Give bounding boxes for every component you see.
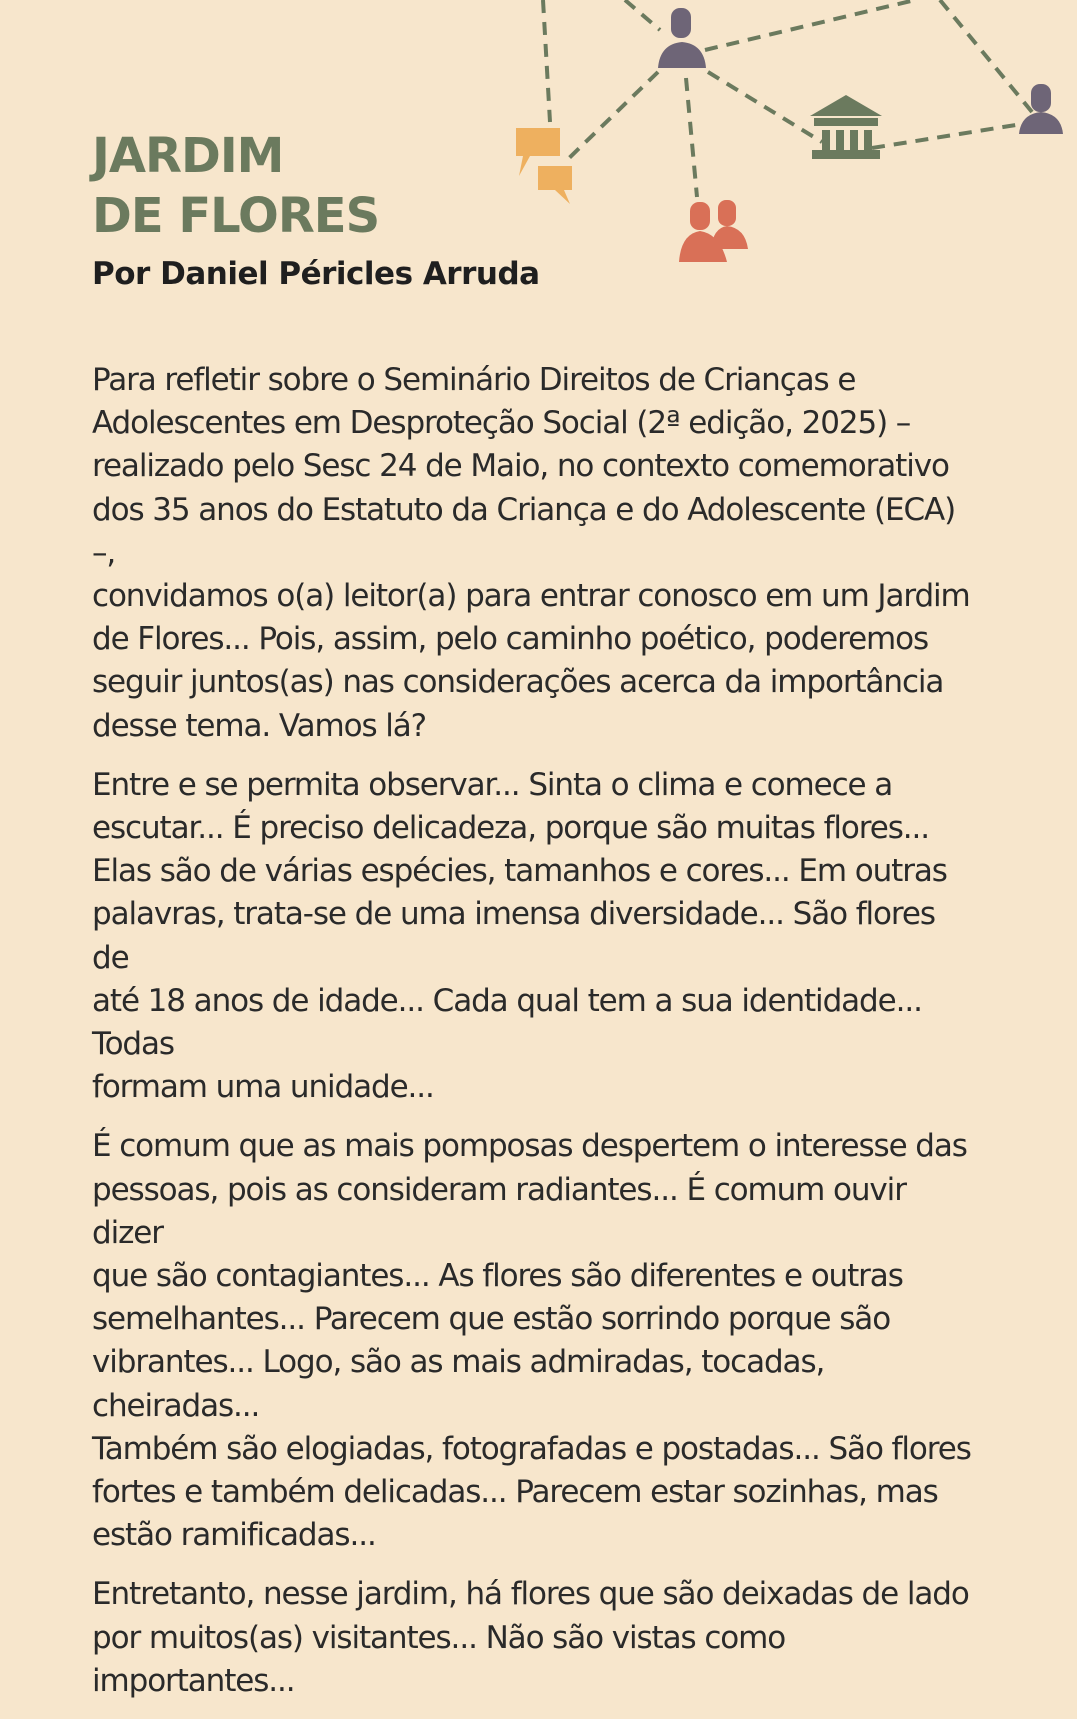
institution-icon [810,95,882,159]
connection-line [940,0,1032,112]
text-line: escutar... É preciso delicadeza, porque são muitas flores... [92,810,930,847]
text-line: semelhantes... Parecem que estão sorrindo porque são [92,1301,891,1338]
text-line: É comum que as mais pomposas despertem o interesse das [92,1128,967,1165]
connection-line [708,72,822,142]
people-group-icon [679,200,748,262]
paragraph [92,359,972,748]
text-line: fortes e também delicadas... Parecem estar sozinhas, mas [92,1474,938,1511]
text-line: por muitos(as) visitantes... Não são vistas como importantes... [92,1619,786,1699]
text-line: de Flores... Pois, assim, pelo caminho poético, poderemos [92,621,929,658]
text-line: Entretanto, nesse jardim, há flores que são deixadas de lado [92,1576,969,1613]
text-line: Para refletir sobre o Seminário Direitos de Crianças e [92,362,856,398]
network-lines [543,0,1032,197]
text-line: formam uma unidade... [92,1069,434,1106]
text-line: Elas são de várias espécies, tamanhos e cores... Em outras [92,853,947,890]
text-line: Adolescentes em Desproteção Social (2ª edição, 2025) – [92,405,911,442]
text-line: convidamos o(a) leitor(a) para entrar conosco em um Jardim [92,578,970,615]
connection-line [565,72,658,162]
text-line: vibrantes... Logo, são as mais admiradas, tocadas, cheiradas... [92,1344,825,1424]
text-line: dos 35 anos do Estatuto da Criança e do Adolescente (ECA) –, [92,491,956,571]
text-line: até 18 anos de idade... Cada qual tem a sua identidade... Todas [92,982,922,1063]
person-icon [658,8,706,68]
title-line: DE FLORES [92,188,380,244]
text-line: realizado pelo Sesc 24 de Maio, no contexto comemorativo [92,448,949,485]
person-icon [1019,84,1063,134]
article-body [92,359,972,1719]
connection-line [872,124,1022,148]
connection-line [543,0,550,122]
connection-line [625,0,660,30]
paragraph [92,764,972,1110]
text-line: pessoas, pois as consideram radiantes... É comum ouvir dizer [92,1171,906,1251]
text-line: que são contagiantes... As flores são diferentes e outras [92,1258,903,1295]
connection-line [705,0,915,50]
text-line: Também são elogiadas, fotografadas e postadas... São flores [92,1430,971,1467]
text-line: desse tema. Vamos lá? [92,707,427,744]
article-title [92,126,540,246]
author-byline: Por Daniel Péricles Arruda [92,256,540,292]
text-line: Entre e se permita observar... Sinta o clima e comece a [92,766,893,803]
paragraph [92,1125,972,1557]
paragraph [92,1573,972,1703]
text-line: seguir juntos(as) nas considerações acerca da importância [92,664,944,701]
text-line: palavras, trata-se de uma imensa diversidade... São flores de [92,896,935,976]
connection-line [686,78,697,197]
article-header [92,126,540,294]
title-line: JARDIM [92,128,284,184]
text-line: estão ramificadas... [92,1517,376,1554]
